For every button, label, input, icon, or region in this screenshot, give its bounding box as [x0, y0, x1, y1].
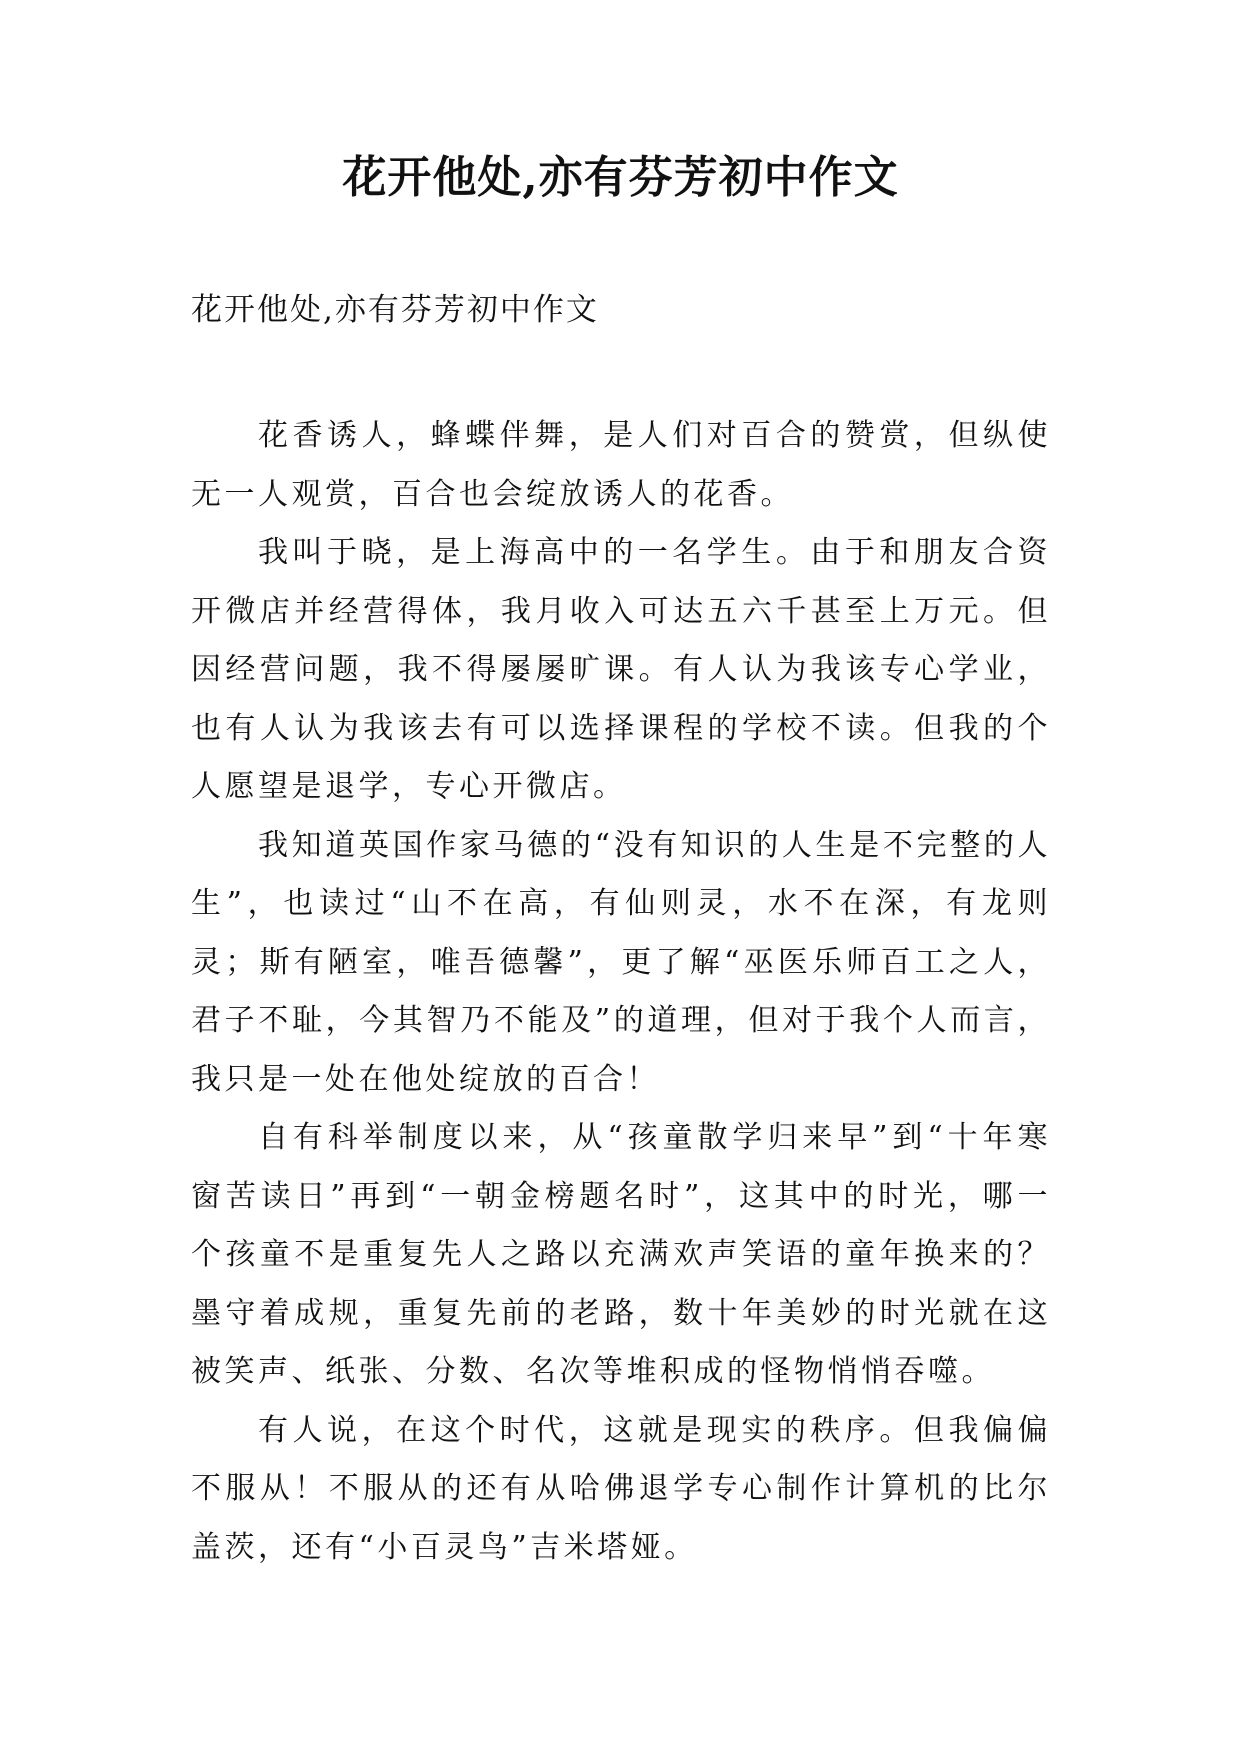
paragraph: 我叫于晓，是上海高中的一名学生。由于和朋友合资开微店并经营得体，我月收入可达五六千甚至上万元。但因经营问题，我不得屡屡旷课。有人认为我该专心学业，也有人认为我该去有可以选择课程的学校不读。但我的个人愿望是退学，专心开微店。 — [191, 535, 1051, 804]
document-body — [191, 407, 1051, 1577]
document-subtitle: 花开他处,亦有芬芳初中作文 — [191, 292, 599, 328]
document-title: 花开他处,亦有芬芳初中作文 — [342, 152, 899, 203]
paragraph: 有人说，在这个时代，这就是现实的秩序。但我偏偏不服从！不服从的还有从哈佛退学专心制作计算机的比尔盖茨，还有“小百灵鸟”吉米塔娅。 — [191, 1412, 1051, 1565]
paragraph: 我知道英国作家马德的“没有知识的人生是不完整的人生”，也读过“山不在高，有仙则灵，水不在深，有龙则灵；斯有陋室，唯吾德馨”，更了解“巫医乐师百工之人，君子不耻，今其智乃不能及”的道理，但对于我个人而言，我只是一处在他处绽放的百合！ — [191, 827, 1051, 1097]
paragraph: 花香诱人，蜂蝶伴舞，是人们对百合的赞赏，但纵使无一人观赏，百合也会绽放诱人的花香。 — [191, 418, 1051, 512]
paragraph: 自有科举制度以来，从“孩童散学归来早”到“十年寒窗苦读日”再到“一朝金榜题名时”，这其中的时光，哪一个孩童不是重复先人之路以充满欢声笑语的童年换来的？墨守着成规，重复先前的老路，数十年美妙的时光就在这被笑声、纸张、分数、名次等堆积成的怪物悄悄吞噬。 — [191, 1120, 1051, 1389]
